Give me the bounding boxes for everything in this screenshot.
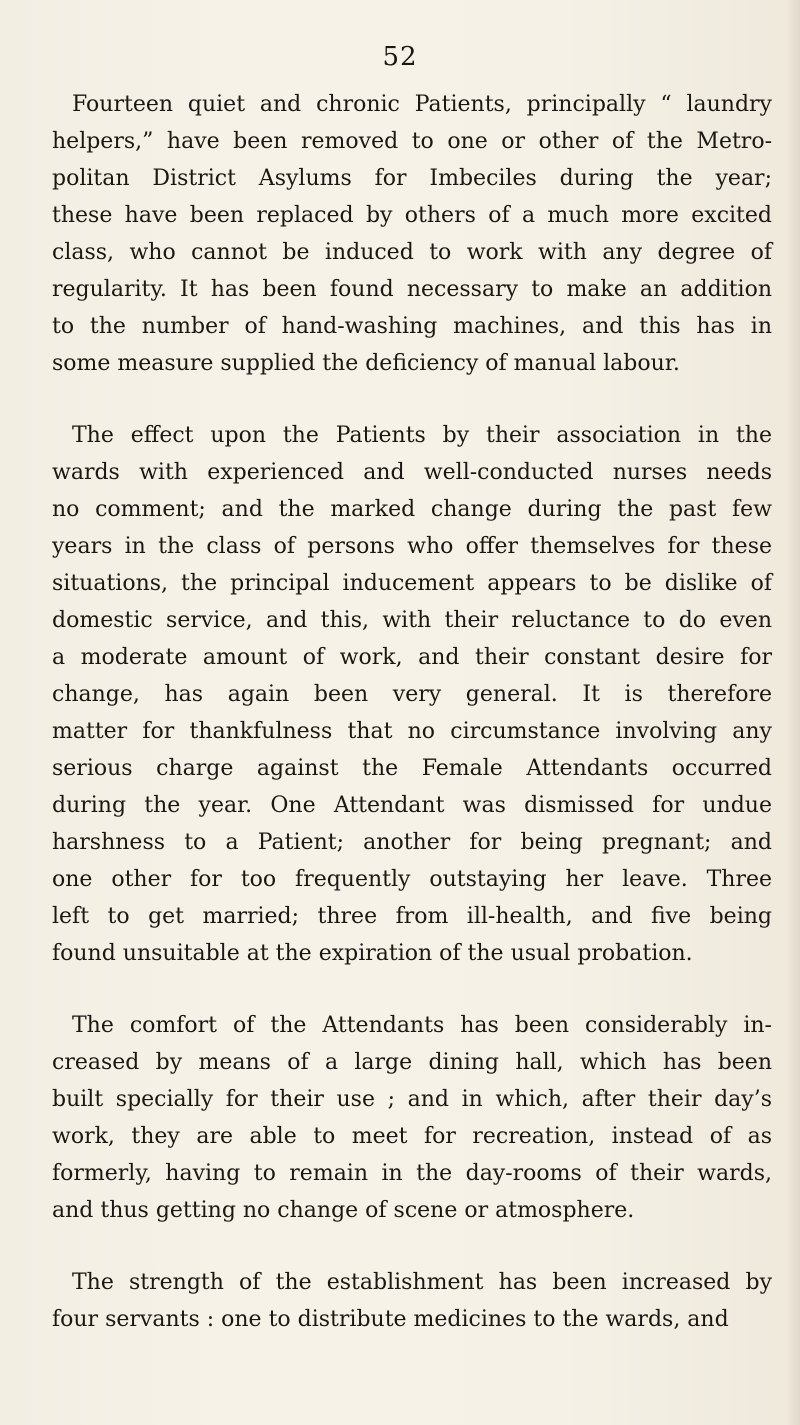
text-line: one other for too frequently outstaying her leave. Three xyxy=(52,867,772,892)
text-line: domestic service, and this, with their reluctance to do even xyxy=(52,608,772,633)
text-line: found unsuitable at the expiration of the usual probation. xyxy=(52,941,693,966)
text-line: left to get married; three from ill-health, and five being xyxy=(52,904,772,929)
text-line: situations, the principal inducement appears to be dislike of xyxy=(52,571,772,596)
text-line: four servants : one to distribute medicines to the wards, and xyxy=(52,1307,729,1332)
text-line: to the number of hand-washing machines, and this has in xyxy=(52,314,772,339)
text-line: work, they are able to meet for recreation, instead of as xyxy=(52,1124,772,1149)
paragraph-gap xyxy=(52,972,772,1007)
text-line: change, has again been very general. It is therefore xyxy=(52,682,772,707)
text-line: formerly, having to remain in the day-rooms of their wards, xyxy=(52,1161,772,1186)
text-line: during the year. One Attendant was dismissed for undue xyxy=(52,793,772,818)
text-line: creased by means of a large dining hall, which has been xyxy=(52,1050,772,1075)
text-line: The comfort of the Attendants has been considerably in- xyxy=(72,1013,772,1038)
paragraph-gap xyxy=(52,382,772,417)
text-line: no comment; and the marked change during the past few xyxy=(52,497,772,522)
paragraph-attendants-conduct xyxy=(52,417,772,972)
text-line: and thus getting no change of scene or atmosphere. xyxy=(52,1198,635,1223)
text-line: politan District Asylums for Imbeciles during the year; xyxy=(52,166,772,191)
text-line: regularity. It has been found necessary to make an addition xyxy=(52,277,772,302)
text-line: wards with experienced and well-conducted nurses needs xyxy=(52,460,772,485)
paragraph-gap xyxy=(52,1229,772,1264)
text-line: helpers,” have been removed to one or other of the Metro- xyxy=(52,129,772,154)
text-line: The effect upon the Patients by their association in the xyxy=(72,423,772,448)
text-line: these have been replaced by others of a much more excited xyxy=(52,203,772,228)
text-line: built specially for their use ; and in which, after their day’s xyxy=(52,1087,772,1112)
body-text xyxy=(52,86,772,1338)
text-line: serious charge against the Female Attendants occurred xyxy=(52,756,772,781)
text-line: some measure supplied the deficiency of manual labour. xyxy=(52,351,680,376)
text-line: Fourteen quiet and chronic Patients, principally “ laundry xyxy=(72,92,772,117)
page-number: 52 xyxy=(382,42,418,72)
text-line: harshness to a Patient; another for being pregnant; and xyxy=(52,830,772,855)
paragraph-establishment-strength xyxy=(52,1264,772,1338)
text-line: matter for thankfulness that no circumstance involving any xyxy=(52,719,772,744)
text-line: a moderate amount of work, and their constant desire for xyxy=(52,645,772,670)
text-line: The strength of the establishment has been increased by xyxy=(72,1270,772,1295)
paragraph-laundry-helpers xyxy=(52,86,772,382)
text-line: class, who cannot be induced to work with any degree of xyxy=(52,240,772,265)
page-edge-shadow xyxy=(786,0,800,1425)
paragraph-dining-hall xyxy=(52,1007,772,1229)
text-line: years in the class of persons who offer themselves for these xyxy=(52,534,772,559)
